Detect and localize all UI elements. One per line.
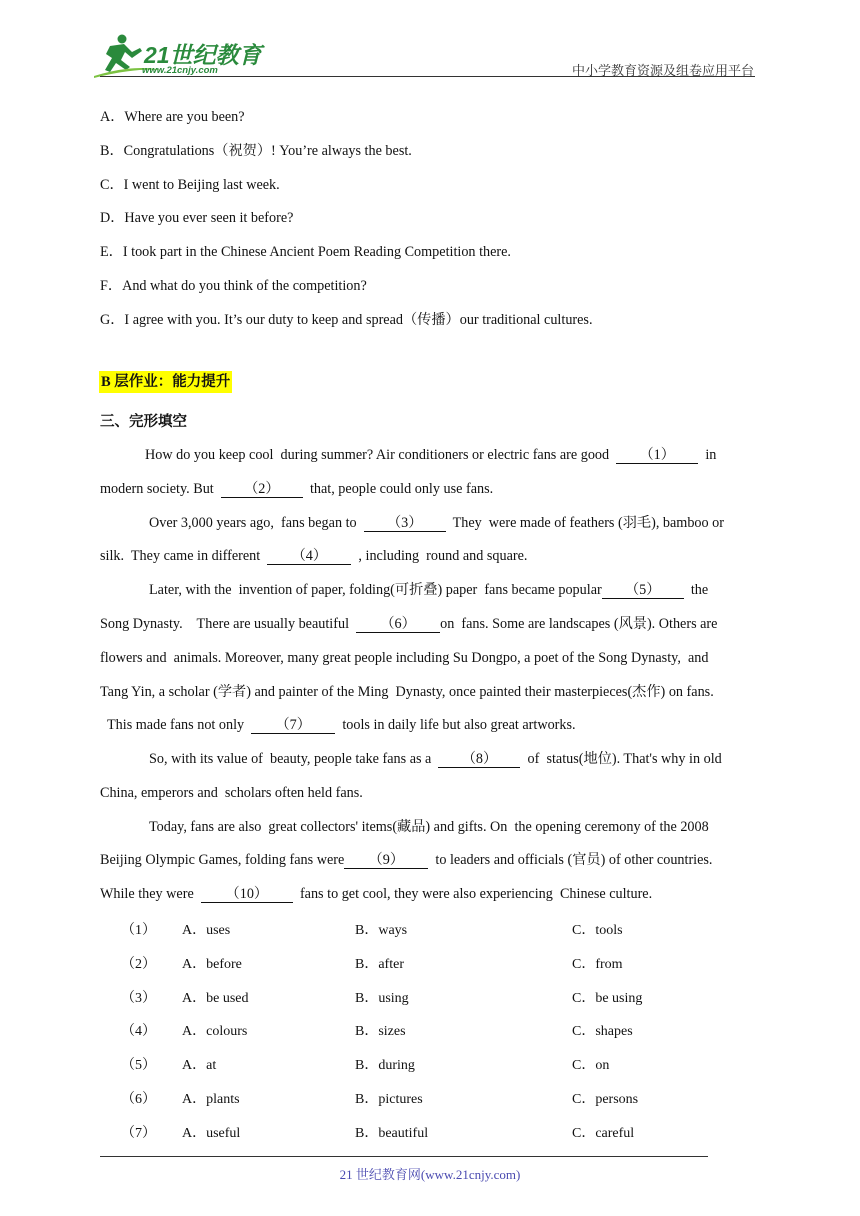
option-e: E．I took part in the Chinese Ancient Poem Reading Competition there. (100, 244, 511, 260)
choice-row (121, 987, 721, 1007)
passage-line: Beijing Olympic Games, folding fans were （9） to leaders and officials (官员) of other countries. (100, 852, 713, 868)
choice-number: （1） (121, 923, 156, 938)
choice-b[interactable]: B．ways (355, 923, 408, 938)
blank-5[interactable]: （5） (602, 583, 684, 599)
logo-text: 21世纪教育 (144, 42, 262, 68)
choice-number: （5） (121, 1058, 156, 1073)
option-g: G．I agree with you. It’s our duty to keep and spread（传播）our traditional cultures. (100, 312, 593, 328)
option-f: F．And what do you think of the competition? (100, 278, 367, 294)
footer-text: 21 世纪教育网(www.21cnjy.com) (339, 1167, 521, 1182)
blank-9[interactable]: （9） (344, 853, 428, 869)
blank-3[interactable]: （3） (364, 516, 446, 532)
passage-line: silk. They came in different （4） , including round and square. (100, 548, 528, 564)
option-b: B．Congratulations（祝贺）! You’re always the best. (100, 143, 412, 159)
blank-2[interactable]: （2） (221, 482, 303, 498)
choice-c[interactable]: C．from (572, 957, 623, 972)
section-b-heading: B 层作业：能力提升 (99, 371, 232, 393)
choice-row (121, 953, 721, 973)
choice-a[interactable]: A．colours (182, 1024, 248, 1039)
blank-10[interactable]: （10） (201, 887, 293, 903)
passage-line: Over 3,000 years ago, fans began to （3） They were made of feathers (羽毛), bamboo or (149, 515, 724, 531)
page-header (0, 0, 860, 84)
choice-c[interactable]: C．tools (572, 923, 623, 938)
choice-number: （3） (121, 991, 156, 1006)
option-a: A．Where are you been? (100, 109, 245, 125)
choice-a[interactable]: A．at (182, 1058, 217, 1073)
blank-4[interactable]: （4） (267, 549, 351, 565)
choice-b[interactable]: B．using (355, 991, 409, 1006)
passage-line: Song Dynasty. There are usually beautiful （6） on fans. Some are landscapes (风景). Others are (100, 616, 718, 632)
passage-line: Today, fans are also great collectors' items(藏品) and gifts. On the opening ceremony of the 2008 (149, 819, 709, 835)
passage-line: How do you keep cool during summer? Air conditioners or electric fans are good （1） in (145, 447, 717, 463)
choice-number: （4） (121, 1024, 156, 1039)
logo-url: www.21cnjy.com (142, 65, 218, 76)
choice-c[interactable]: C．be using (572, 991, 643, 1006)
option-c: C．I went to Beijing last week. (100, 177, 280, 193)
option-d: D．Have you ever seen it before? (100, 210, 294, 226)
passage-line: modern society. But （2） that, people could only use fans. (100, 481, 494, 497)
blank-6[interactable]: （6） (356, 617, 440, 633)
choice-number: （6） (121, 1092, 156, 1107)
blank-8[interactable]: （8） (438, 752, 520, 768)
choice-row (121, 1088, 721, 1108)
choice-b[interactable]: B．during (355, 1058, 415, 1073)
passage-line: Tang Yin, a scholar (学者) and painter of the Ming Dynasty, once painted their masterpieces(杰作) on fans. (100, 684, 714, 700)
choice-a[interactable]: A．useful (182, 1126, 241, 1141)
choice-row (121, 1122, 721, 1142)
choice-a[interactable]: A．before (182, 957, 242, 972)
choice-a[interactable]: A．plants (182, 1092, 240, 1107)
header-divider (100, 76, 755, 77)
choice-a[interactable]: A．uses (182, 923, 231, 938)
choice-a[interactable]: A．be used (182, 991, 249, 1006)
choice-number: （2） (121, 957, 156, 972)
choice-c[interactable]: C．on (572, 1058, 610, 1073)
choice-b[interactable]: B．pictures (355, 1092, 423, 1107)
choice-c[interactable]: C．persons (572, 1092, 639, 1107)
passage-line: China, emperors and scholars often held fans. (100, 785, 363, 801)
cloze-heading: 三、完形填空 (100, 414, 187, 430)
passage-line: flowers and animals. Moreover, many great people including Su Dongpo, a poet of the Song Dynasty, and (100, 650, 709, 666)
passage-line: While they were （10） fans to get cool, they were also experiencing Chinese culture. (100, 886, 653, 902)
blank-1[interactable]: （1） (616, 448, 698, 464)
choice-b[interactable]: B．after (355, 957, 404, 972)
passage-line: So, with its value of beauty, people take fans as a （8） of status(地位). That's why in old (149, 751, 722, 767)
choice-row (121, 919, 721, 939)
choice-c[interactable]: C．shapes (572, 1024, 633, 1039)
choice-number: （7） (121, 1126, 156, 1141)
choice-row (121, 1054, 721, 1074)
passage-line: Later, with the invention of paper, folding(可折叠) paper fans became popular （5） the (149, 582, 709, 598)
footer-divider (100, 1156, 708, 1157)
choice-c[interactable]: C．careful (572, 1126, 635, 1141)
choice-b[interactable]: B．sizes (355, 1024, 406, 1039)
passage-line: This made fans not only （7） tools in daily life but also great artworks. (107, 717, 576, 733)
blank-7[interactable]: （7） (251, 718, 335, 734)
choice-row (121, 1020, 721, 1040)
choice-b[interactable]: B．beautiful (355, 1126, 429, 1141)
platform-title: 中小学教育资源及组卷应用平台 (571, 64, 754, 79)
